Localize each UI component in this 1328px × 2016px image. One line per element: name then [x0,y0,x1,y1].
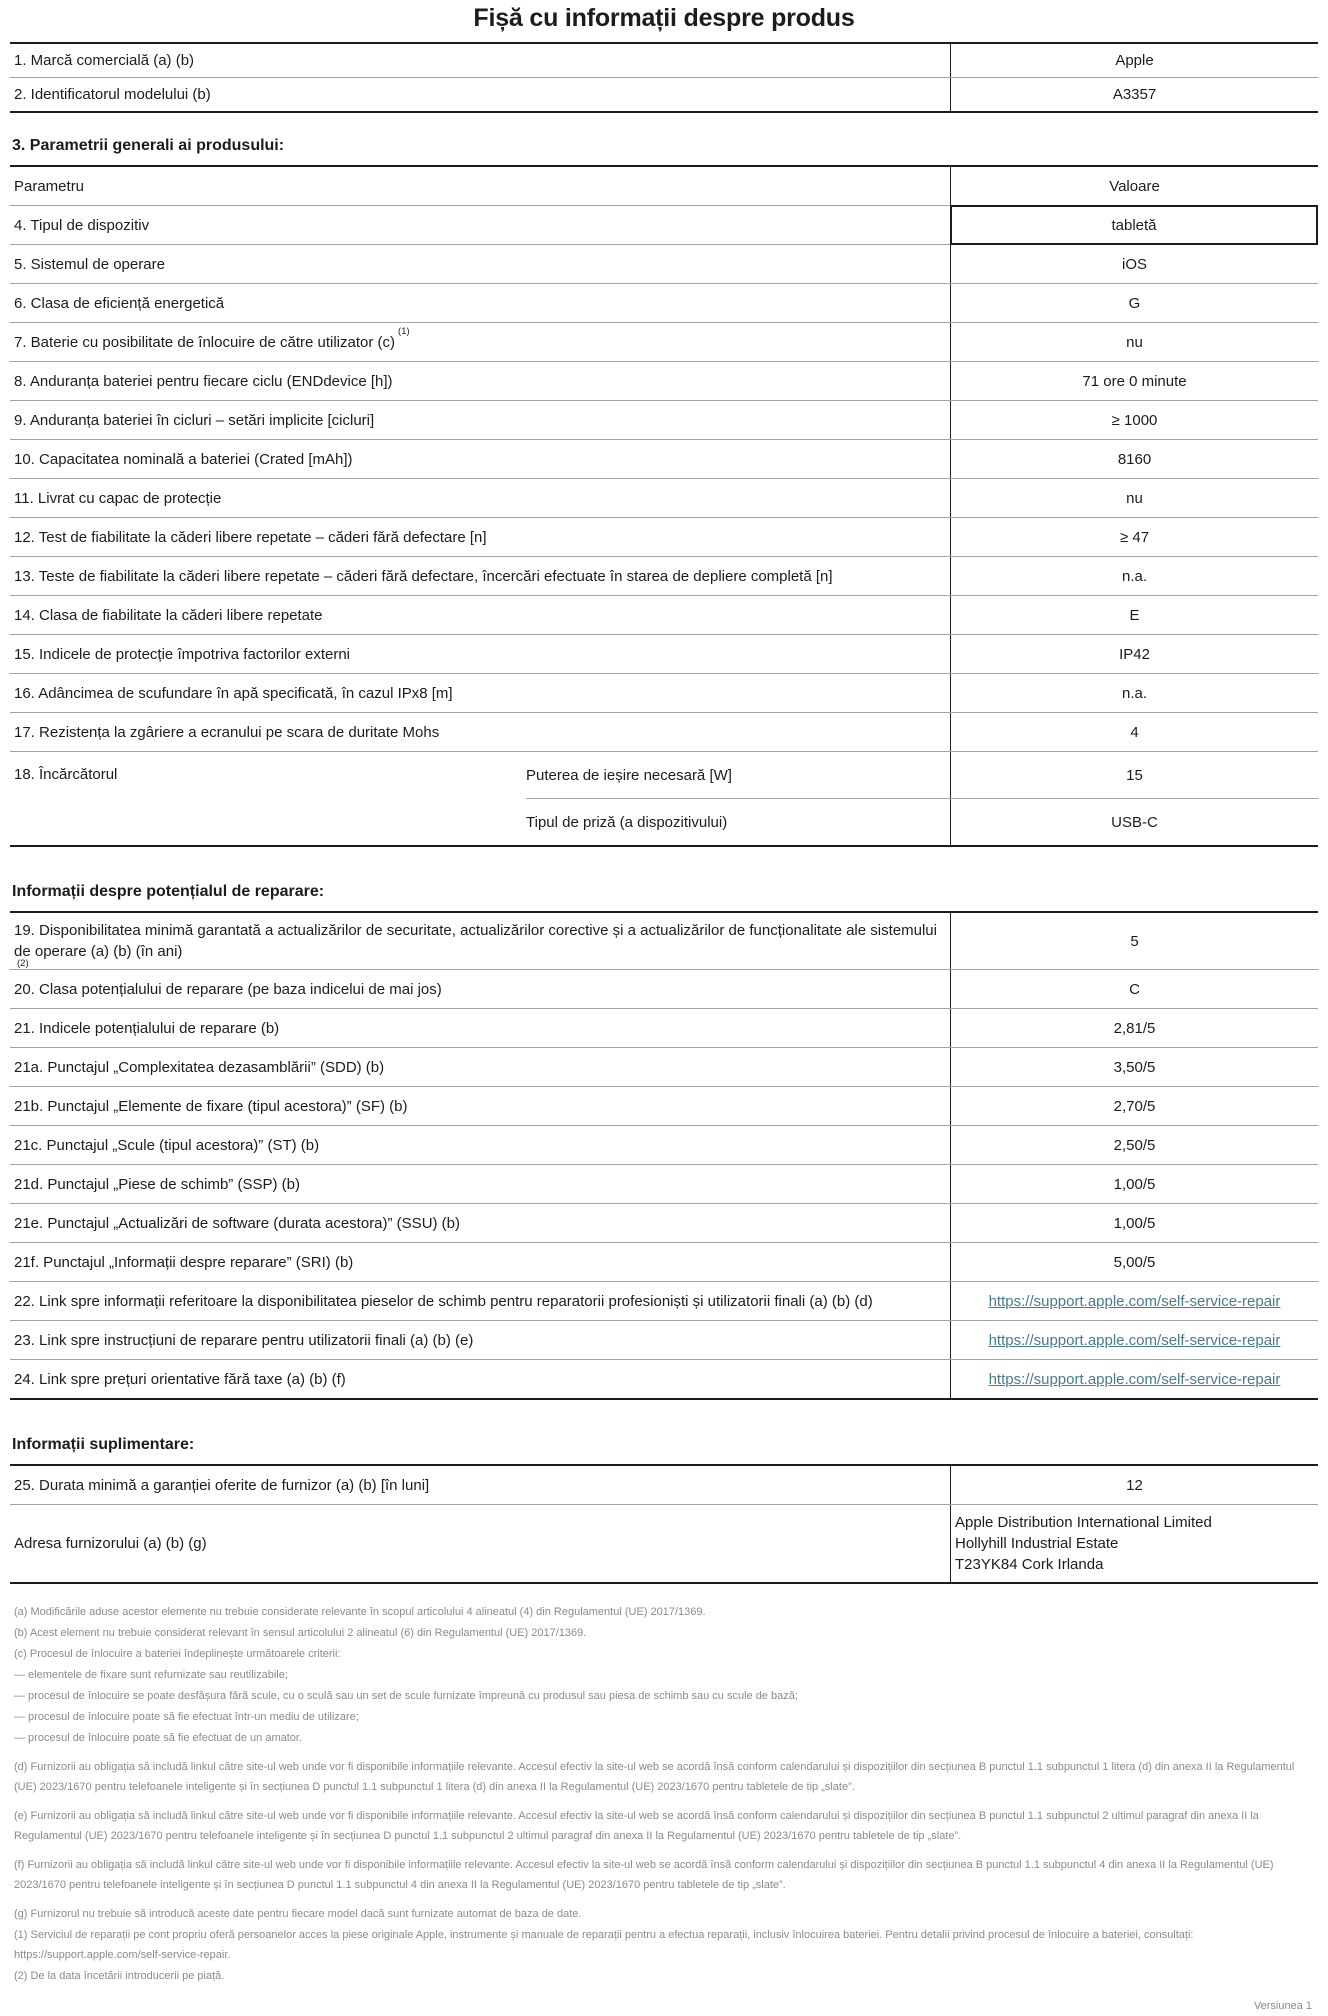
row-value: 4 [950,713,1318,751]
row-label: 8. Anduranța bateriei pentru fiecare ciclu (ENDdevice [h]) [14,372,393,390]
row-label: 21a. Punctajul „Complexitatea dezasamblării” (SDD) (b) [14,1058,385,1076]
row-label: 21c. Punctajul „Scule (tipul acestora)” (ST) (b) [14,1136,320,1154]
table-row [10,595,1318,634]
column-header-value: Valoare [950,167,1318,205]
row-label-text: 19. Disponibilitatea minimă garantată a actualizărilor de securitate, actualizărilor corective și a actualizărilor de funcționalitate ale sistemului de operare (a) (b) (în ani) [14,922,937,960]
row-value: nu [950,323,1318,361]
indicative-prices-link[interactable]: https://support.apple.com/self-service-repair [988,1370,1281,1388]
row-value: 2,81/5 [950,1009,1318,1047]
row-label: 23. Link spre instrucțiuni de reparare pentru utilizatorii finali (a) (b) (e) [14,1331,474,1349]
row-value: iOS [950,245,1318,283]
identity-table [10,42,1318,113]
repairability-table [10,911,1318,1400]
row-label: 24. Link spre prețuri orientative fără taxe (a) (b) (f) [14,1370,346,1388]
table-row [10,322,1318,361]
row-label: 25. Durata minimă a garanției oferite de furnizor (a) (b) [în luni] [14,1476,430,1494]
row-label: 6. Clasa de eficiență energetică [14,294,225,312]
row-label: 21. Indicele potențialului de reparare (b) [14,1019,280,1037]
charger-subrow-value: 15 [950,752,1318,798]
table-row [10,1125,1318,1164]
row-value [950,1321,1318,1359]
row-value: 1,00/5 [950,1204,1318,1242]
row-value: 1,00/5 [950,1165,1318,1203]
row-label: 1. Marcă comercială (a) (b) [14,52,195,69]
row-value: G [950,284,1318,322]
row-label: 15. Indicele de protecție împotriva factorilor externi [14,645,350,663]
additional-info-table [10,1464,1318,1584]
row-label: 21d. Punctajul „Piese de schimb” (SSP) (b) [14,1175,300,1193]
row-value: 3,50/5 [950,1048,1318,1086]
row-value: 2,50/5 [950,1126,1318,1164]
table-row [10,439,1318,478]
version-label: Versiunea 1 [1253,2000,1312,2012]
general-parameters-table [10,165,1318,847]
table-row [10,712,1318,751]
footnote-2: (2) De la data încetării introducerii pe piață. [14,1970,225,1982]
product-fiche-document [0,4,1328,2016]
row-label: 10. Capacitatea nominală a bateriei (Crated [mAh]) [14,450,353,468]
row-value: 12 [950,1466,1318,1504]
charger-subrow-label: Puterea de ieșire necesară [W] [526,766,732,784]
row-value: 71 ore 0 minute [950,362,1318,400]
table-header-row [10,167,1318,205]
table-row [10,1242,1318,1281]
row-label: 22. Link spre informații referitoare la disponibilitatea pieselor de schimb pentru reparatorii profesioniști și utilizatorii finali (a) (b) (d) [14,1292,873,1310]
column-header-param: Parametru [14,177,85,195]
row-value [950,1282,1318,1320]
table-row [10,1320,1318,1359]
row-label: 11. Livrat cu capac de protecție [14,489,222,507]
footnote-b: (b) Acest element nu trebuie considerat relevant în sensul articolului 2 alineatul (6) din Regulamentul (UE) 2017/1369. [14,1627,587,1639]
table-row [10,283,1318,322]
footnote-d: (d) Furnizorii au obligația să includă linkul către site-ul web unde vor fi disponibile informațiile relevante. Accesul efectiv la site-ul web se acordă însă conform calendarului și dispozițiilor din secțiunea B punctul 1.1 subpunctul 1 litera (d) din anexa II la Regulamentul (UE) 2023/1670 pentru telefoanele inteligente și în secțiunea D punctul 1.1 subpunctul 1 litera (d) din anexa II la Regulamentul (UE) 2023/1670 pentru tabletele de tip „slate”. [14,1761,1295,1793]
table-row [10,244,1318,283]
footnote-a: (a) Modificările aduse acestor elemente nu trebuie considerate relevante în scopul articolului 4 alineatul (4) din Regulamentul (UE) 2017/1369. [14,1606,706,1618]
table-row [10,1008,1318,1047]
table-row [10,205,1318,244]
supplier-address [950,1505,1318,1582]
row-value: 2,70/5 [950,1087,1318,1125]
row-label: 12. Test de fiabilitate la căderi libere repetate – căderi fără defectare [n] [14,528,487,546]
table-row [10,44,1318,77]
row-value: IP42 [950,635,1318,673]
charger-subrow [526,752,1318,798]
table-row [10,517,1318,556]
table-row [10,400,1318,439]
row-value: ≥ 1000 [950,401,1318,439]
row-value: A3357 [950,78,1318,111]
row-label: 2. Identificatorul modelului (b) [14,86,211,103]
footnotes [10,1602,1318,2016]
footnote-c: (c) Procesul de înlocuire a bateriei îndeplinește următoarele criterii: [14,1648,341,1660]
row-label: 5. Sistemul de operare [14,255,165,273]
charger-row [10,751,1318,845]
table-row [10,1047,1318,1086]
supplier-address-row [10,1504,1318,1582]
table-row [10,969,1318,1008]
row-label: 20. Clasa potențialului de reparare (pe baza indicelui de mai jos) [14,980,442,998]
table-row [10,1086,1318,1125]
footnote-c-item: — procesul de înlocuire poate să fie efectuat într-un mediu de utilizare; [14,1711,359,1723]
section-heading-repair: Informații despre potențialul de reparare: [12,883,325,900]
footnote-c-item: — procesul de înlocuire se poate desfășura fără scule, cu o sculă sau un set de scule furnizate împreună cu produsul sau piesa de schimb sau cu scule de bază; [14,1690,798,1702]
footnote-1: (1) Serviciul de reparații pe cont propriu oferă persoanelor acces la piese originale Apple, instrumente și manuale de reparații pentru a efectua reparații, inclusiv înlocuirea bateriei. Pentru detalii privind procesul de înlocuire a bateriei, consultați: https://support.apple.com/self-service-repair. [14,1929,1194,1961]
table-row [10,1281,1318,1320]
page-title: Fișă cu informații despre produs [473,4,855,32]
table-row [10,1466,1318,1504]
spare-parts-link[interactable]: https://support.apple.com/self-service-repair [988,1292,1281,1310]
row-label: 17. Rezistența la zgâriere a ecranului pe scara de duritate Mohs [14,723,440,741]
footnote-e: (e) Furnizorii au obligația să includă linkul către site-ul web unde vor fi disponibile informațiile relevante. Accesul efectiv la site-ul web se acordă însă conform calendarului și dispozițiilor din secțiunea B punctul 1.1 subpunctul 2 ultimul paragraf din anexa II la Regulamentul (UE) 2023/1670 pentru telefoanele inteligente și în secțiunea D punctul 1.1 subpunctul 2 ultimul paragraf din anexa II la Regulamentul (UE) 2023/1670 pentru tabletele de tip „slate”. [14,1810,1259,1842]
row-value [950,1360,1318,1398]
row-label: 14. Clasa de fiabilitate la căderi libere repetate [14,606,323,624]
row-label: 16. Adâncimea de scufundare în apă specificată, în cazul IPx8 [m] [14,684,453,702]
charger-subrow [526,798,1318,845]
table-row [10,1203,1318,1242]
supplier-address-line: Hollyhill Industrial Estate [955,1535,1119,1552]
table-row [10,361,1318,400]
row-label: 21f. Punctajul „Informații despre reparare” (SRI) (b) [14,1253,354,1271]
section-heading-additional: Informații suplimentare: [12,1436,195,1453]
row-value: ≥ 47 [950,518,1318,556]
table-row [10,673,1318,712]
table-row [10,634,1318,673]
table-row [10,913,1318,969]
row-value: 8160 [950,440,1318,478]
footnote-f: (f) Furnizorii au obligația să includă linkul către site-ul web unde vor fi disponibile informațiile relevante. Accesul efectiv la site-ul web se acordă însă conform calendarului și dispozițiilor din secțiunea B punctul 1.1 subpunctul 4 din anexa II la Regulamentul (UE) 2023/1670 pentru telefoanele inteligente și în secțiunea D punctul 1.1 subpunctul 4 din anexa II la Regulamentul (UE) 2023/1670 pentru tabletele de tip „slate”. [14,1859,1274,1891]
row-label: 19. Disponibilitatea minimă garantată a actualizărilor de securitate, actualizărilor corective și a actualizărilor de funcționalitate ale sistemului de operare (a) (b) (în ani) $^{(2)}$ [10,913,950,969]
row-value: nu [950,479,1318,517]
charger-subrow-value: USB-C [950,799,1318,845]
section-heading-general: 3. Parametrii generali ai produsului: [12,137,285,154]
table-row [10,556,1318,595]
supplier-address-line: Apple Distribution International Limited [955,1514,1212,1531]
row-label: Adresa furnizorului (a) (b) (g) [14,1535,207,1552]
row-label: 21b. Punctajul „Elemente de fixare (tipul acestora)” (SF) (b) [14,1097,408,1115]
row-value-highlighted: tabletă [950,205,1318,245]
table-row [10,1164,1318,1203]
repair-instructions-link[interactable]: https://support.apple.com/self-service-repair [988,1331,1281,1349]
table-row [10,478,1318,517]
row-value: E [950,596,1318,634]
row-value: Apple [950,44,1318,77]
row-label-text: 7. Baterie cu posibilitate de înlocuire de către utilizator (c) [14,333,396,351]
row-label: 4. Tipul de dispozitiv [14,216,150,234]
row-value: C [950,970,1318,1008]
row-value: 5 [950,913,1318,969]
row-value: n.a. [950,674,1318,712]
table-row [10,1359,1318,1398]
charger-subtable [526,752,1318,845]
supplier-address-line: T23YK84 Cork Irlanda [955,1556,1104,1573]
row-label: 7. Baterie cu posibilitate de înlocuire de către utilizator (c) $^{(1)}$ [14,326,410,351]
charger-subrow-label: Tipul de priză (a dispozitivului) [526,813,728,831]
charger-label: 18. Încărcătorul [14,766,118,783]
table-row [10,77,1318,111]
footnote-g: (g) Furnizorul nu trebuie să introducă aceste date pentru fiecare model dacă sunt furnizate automat de baza de date. [14,1908,582,1920]
footnote-c-item: — procesul de înlocuire poate să fie efectuat de un amator. [14,1732,303,1744]
row-label: 13. Teste de fiabilitate la căderi libere repetate – căderi fără defectare, încercări efectuate în starea de depliere completă [n] [14,567,833,585]
row-label: 9. Anduranța bateriei în cicluri – setări implicite [cicluri] [14,411,375,429]
row-value: n.a. [950,557,1318,595]
footnote-c-item: — elementele de fixare sunt refurnizate sau reutilizabile; [14,1669,288,1681]
row-label: 21e. Punctajul „Actualizări de software (durata acestora)” (SSU) (b) [14,1214,461,1232]
row-value: 5,00/5 [950,1243,1318,1281]
